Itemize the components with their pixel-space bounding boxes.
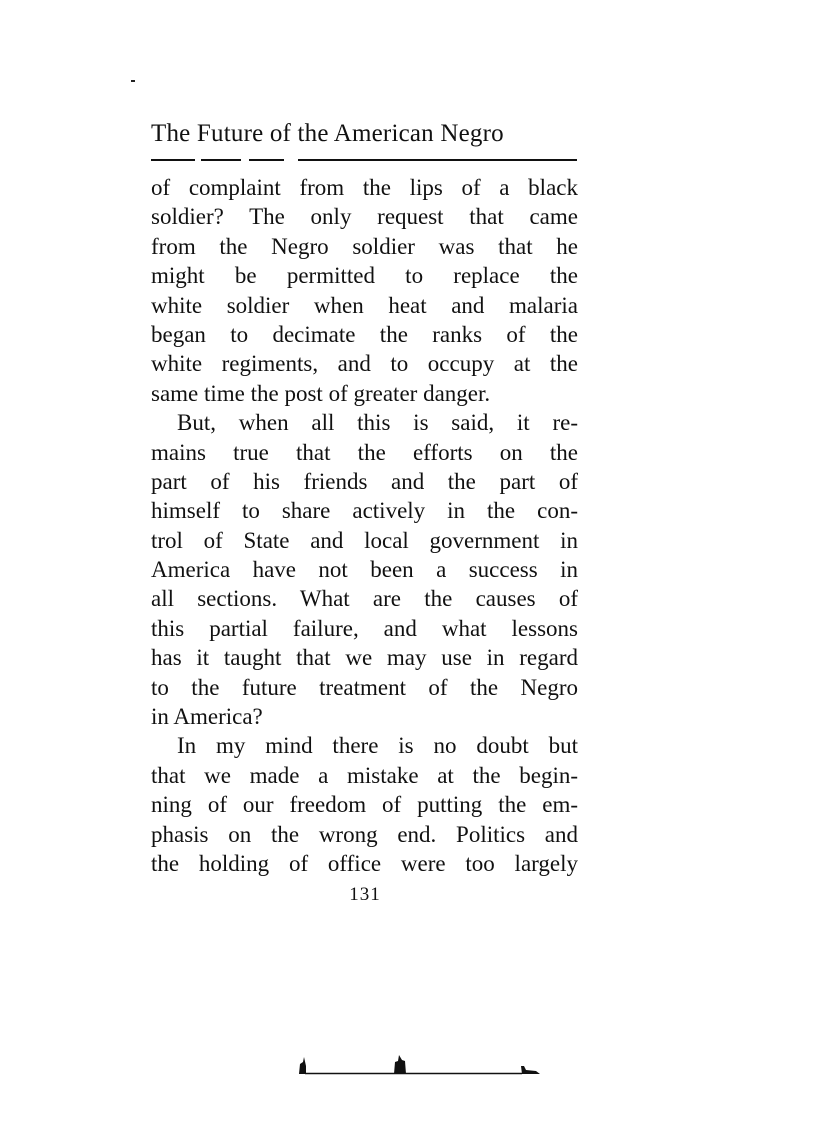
- text-line: the holding of office were too largely: [151, 850, 578, 876]
- text-line: soldier? The only request that came: [151, 204, 578, 230]
- text-line: ning of our freedom of putting the em-: [151, 792, 578, 818]
- text-line: began to decimate the ranks of the: [151, 321, 578, 347]
- text-line: In my mind there is no doubt but: [177, 733, 578, 759]
- text-line: part of his friends and the part of: [151, 468, 578, 494]
- text-line: himself to share actively in the con-: [151, 498, 578, 524]
- text-line: trol of State and local government in: [151, 527, 578, 553]
- text-line: white soldier when heat and malaria: [151, 292, 578, 318]
- text-line: mains true that the efforts on the: [151, 439, 578, 465]
- scan-mark-center: [394, 1055, 406, 1074]
- rule-gap: [284, 159, 298, 161]
- text-line: might be permitted to replace the: [151, 263, 578, 289]
- scan-edge-artifact: [296, 1052, 544, 1076]
- text-line: in America?: [151, 704, 263, 730]
- text-line: to the future treatment of the Negro: [151, 674, 578, 700]
- text-line: America have not been a success in: [151, 557, 578, 583]
- scan-mark-right: [521, 1066, 540, 1074]
- text-line: has it taught that we may use in regard: [151, 645, 578, 671]
- body-text: [151, 173, 578, 878]
- text-line: phasis on the wrong end. Politics and: [151, 821, 578, 847]
- text-line: of complaint from the lips of a black: [151, 175, 578, 200]
- scan-mark-left: [299, 1057, 306, 1074]
- page-number: 131: [349, 884, 381, 905]
- header-rule: [151, 159, 577, 161]
- text-line: But, when all this is said, it re-: [177, 410, 578, 436]
- rule-gap: [241, 159, 249, 161]
- rule-gap: [195, 159, 201, 161]
- text-line: same time the post of greater danger.: [151, 380, 491, 406]
- text-line: white regiments, and to occupy at the: [151, 351, 578, 377]
- ink-speck: [131, 80, 135, 82]
- text-line: that we made a mistake at the begin-: [151, 762, 578, 788]
- running-head: The Future of the American Negro: [151, 120, 504, 147]
- text-line: from the Negro soldier was that he: [151, 233, 578, 259]
- text-line: this partial failure, and what lessons: [151, 615, 578, 641]
- text-line: all sections. What are the causes of: [151, 586, 578, 612]
